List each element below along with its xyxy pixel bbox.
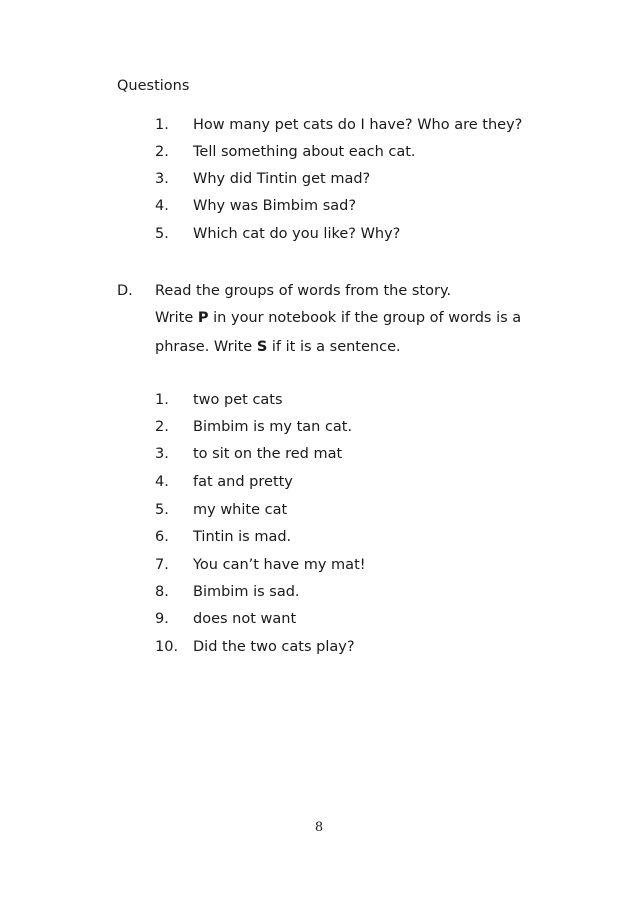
item-text: to sit on the red mat [193,446,343,462]
item-number: 9. [155,611,169,627]
section-d-instruction-line [155,310,521,326]
item-number: 2. [155,419,169,435]
question-number: 2. [155,144,169,160]
page-number: 8 [314,820,324,835]
question-number: 1. [155,117,169,133]
item-text: does not want [193,611,297,627]
section-d-label: D. [117,283,133,299]
item-text: Tintin is mad. [193,529,292,545]
instruction-text: in your notebook if the group of words is a [208,310,522,326]
instruction-bold-letter: S [256,339,268,355]
item-text: my white cat [193,502,288,518]
item-number: 5. [155,502,169,518]
question-text: Which cat do you like? Why? [193,226,401,242]
question-number: 4. [155,198,169,214]
question-text: Why was Bimbim sad? [193,198,357,214]
item-text: You can’t have my mat! [193,557,366,573]
instruction-bold-letter: P [197,310,209,326]
question-text: How many pet cats do I have? Who are they? [193,117,523,133]
instruction-text: if it is a sentence. [267,339,401,355]
item-number: 8. [155,584,169,600]
question-text: Tell something about each cat. [193,144,416,160]
item-number: 7. [155,557,169,573]
instruction-text: phrase. Write [155,339,257,355]
item-number: 3. [155,446,169,462]
item-text: two pet cats [193,392,283,408]
section-d-instruction-line: Read the groups of words from the story. [155,283,452,299]
item-text: Bimbim is my tan cat. [193,419,353,435]
item-number: 1. [155,392,169,408]
item-text: fat and pretty [193,474,293,490]
question-number: 3. [155,171,169,187]
question-number: 5. [155,226,169,242]
item-text: Did the two cats play? [193,639,355,655]
question-text: Why did Tintin get mad? [193,171,371,187]
item-number: 10. [155,639,179,655]
item-number: 4. [155,474,169,490]
section-d-instruction-line [155,339,401,355]
questions-heading: Questions [117,78,190,94]
item-number: 6. [155,529,169,545]
item-text: Bimbim is sad. [193,584,300,600]
instruction-text: Write [155,310,198,326]
